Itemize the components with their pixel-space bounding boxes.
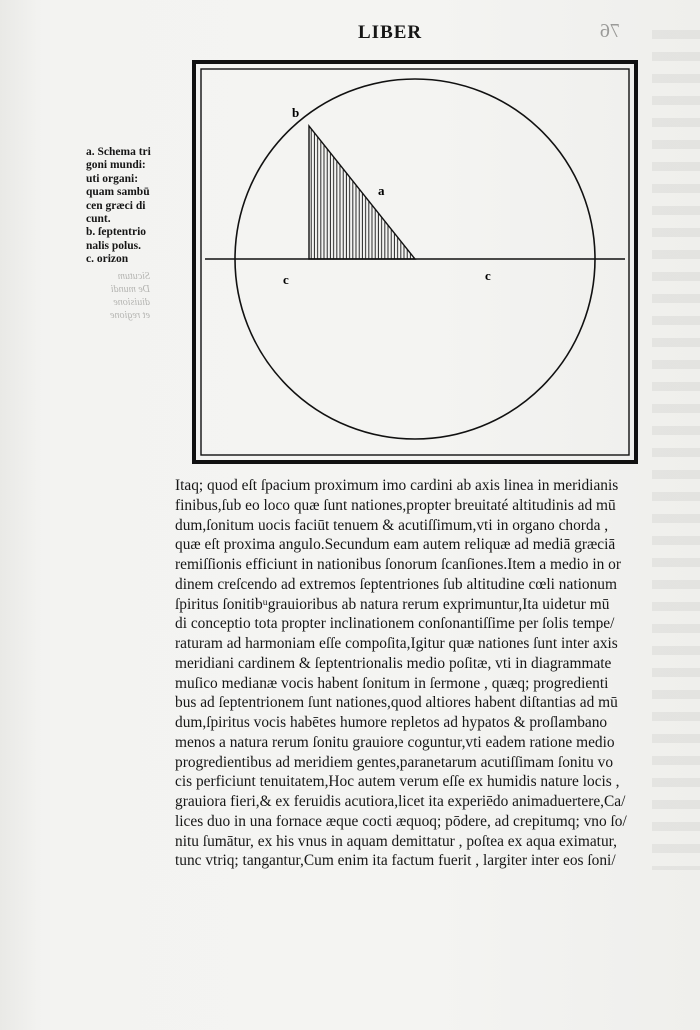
- figure-outer-border: [194, 62, 636, 462]
- margin-note-line: cen græci di: [86, 199, 146, 212]
- text-line: remiſſionis efficiunt in nationibus ſonorum ſcanſiones.Item a medio in or: [175, 556, 621, 573]
- margin-note-line: b. ſeptentrio: [86, 226, 147, 239]
- bleed-through-text: [652, 30, 700, 870]
- text-line: raturam ad harmoniam eſſe compoſita,Igitur quæ nationes ſunt inter axis: [175, 635, 618, 652]
- margin-note-line: nalis polus.: [86, 239, 141, 252]
- margin-note-line: uti organi:: [86, 172, 139, 185]
- text-line: lices duo in una fornace æque cocti æquoq; pōdere, ad crepitumq; vno ſo/: [175, 812, 627, 830]
- triangle-schema-figure: [192, 60, 638, 464]
- text-line: grauiora fieri,& ex feruidis acutiora,licet ita experiēdo animaduertere,Ca/: [175, 793, 626, 810]
- label-b: b: [292, 105, 300, 120]
- hatched-triangle: [309, 126, 415, 259]
- text-line: progredientibus ad meridiem gentes,paranetarum acutiſſimam ſonitu vo: [175, 753, 614, 771]
- text-line: meridiani cardinem & ſeptentrionalis medio poſitæ, vti in diagrammate: [175, 654, 612, 672]
- text-line: ſpiritus ſonitibᵘgrauioribus ab natura rerum exprimuntur,Ita uidetur mū: [175, 595, 610, 613]
- margin-note: [86, 146, 182, 267]
- text-line: di conceptio tota propter inclinationem conſonantiſſime per ſolis tempe/: [175, 615, 615, 633]
- text-line: dinem creſcendo ad extremos ſeptentriones ſub altitudine cœli nationum: [175, 575, 617, 593]
- figure-inner-border: [201, 69, 629, 455]
- text-line: dum,ſonitum uocis faciūt tenuem & acutiſſimum,vti in organo chorda ,: [175, 516, 609, 534]
- bleed-note-line: diuisione: [113, 297, 150, 308]
- margin-note-line: a. Schema tri: [86, 146, 151, 158]
- text-line: Itaq; quod eſt ſpacium proximum imo cardini ab axis linea in meridianis: [175, 477, 619, 494]
- margin-note-line: goni mundi:: [86, 159, 146, 172]
- bleed-note-line: Sicutum: [117, 271, 150, 282]
- folio-bleedthrough: 76: [600, 20, 620, 42]
- text-line: menos a natura rerum ſonitu grauiore coguntur,vti eadem ratione medio: [175, 733, 615, 751]
- margin-note-line: cunt.: [86, 213, 111, 226]
- label-c-right: c: [485, 268, 491, 283]
- text-line: muſico medianæ vocis habent ſonitum in ſermone , quæq; progredienti: [175, 674, 609, 692]
- text-line: quæ eſt proxima angulo.Secundum eam autem reliquæ ad mediā græciā: [175, 536, 616, 554]
- text-line: dum,ſpiritus vocis habētes humore repletos ad hypatos & proſlambano: [175, 714, 608, 731]
- text-line: nitu ſumātur, ex his vnus in aquam demittatur , poſtea ex aqua eximatur,: [175, 832, 617, 850]
- label-a: a: [378, 183, 385, 198]
- text-line: finibus,ſub eo loco quæ ſunt nationes,propter breuitaté altitudinis ad mū: [175, 496, 616, 514]
- text-line: cis perficiunt tenuitatem,Hoc autem verum eſſe ex humidis nature locis ,: [175, 773, 620, 791]
- text-line: bus ad ſeptentrionem ſunt nationes,quod altiores habent diſtantias ad mū: [175, 694, 618, 712]
- bleed-margin-note: [90, 270, 150, 322]
- text-line: tunc vtriq; tangantur,Cum enim ita factum fuerit , largiter inter eos ſoni/: [175, 852, 616, 870]
- margin-note-line: c. orizon: [86, 253, 129, 266]
- bleed-note-line: De mundi: [110, 284, 150, 295]
- margin-note-line: quam sambū: [86, 186, 150, 199]
- body-text: [175, 476, 655, 871]
- bleed-note-line: et regione: [110, 310, 150, 321]
- label-c-left: c: [283, 272, 289, 287]
- running-head: LIBER: [358, 22, 423, 43]
